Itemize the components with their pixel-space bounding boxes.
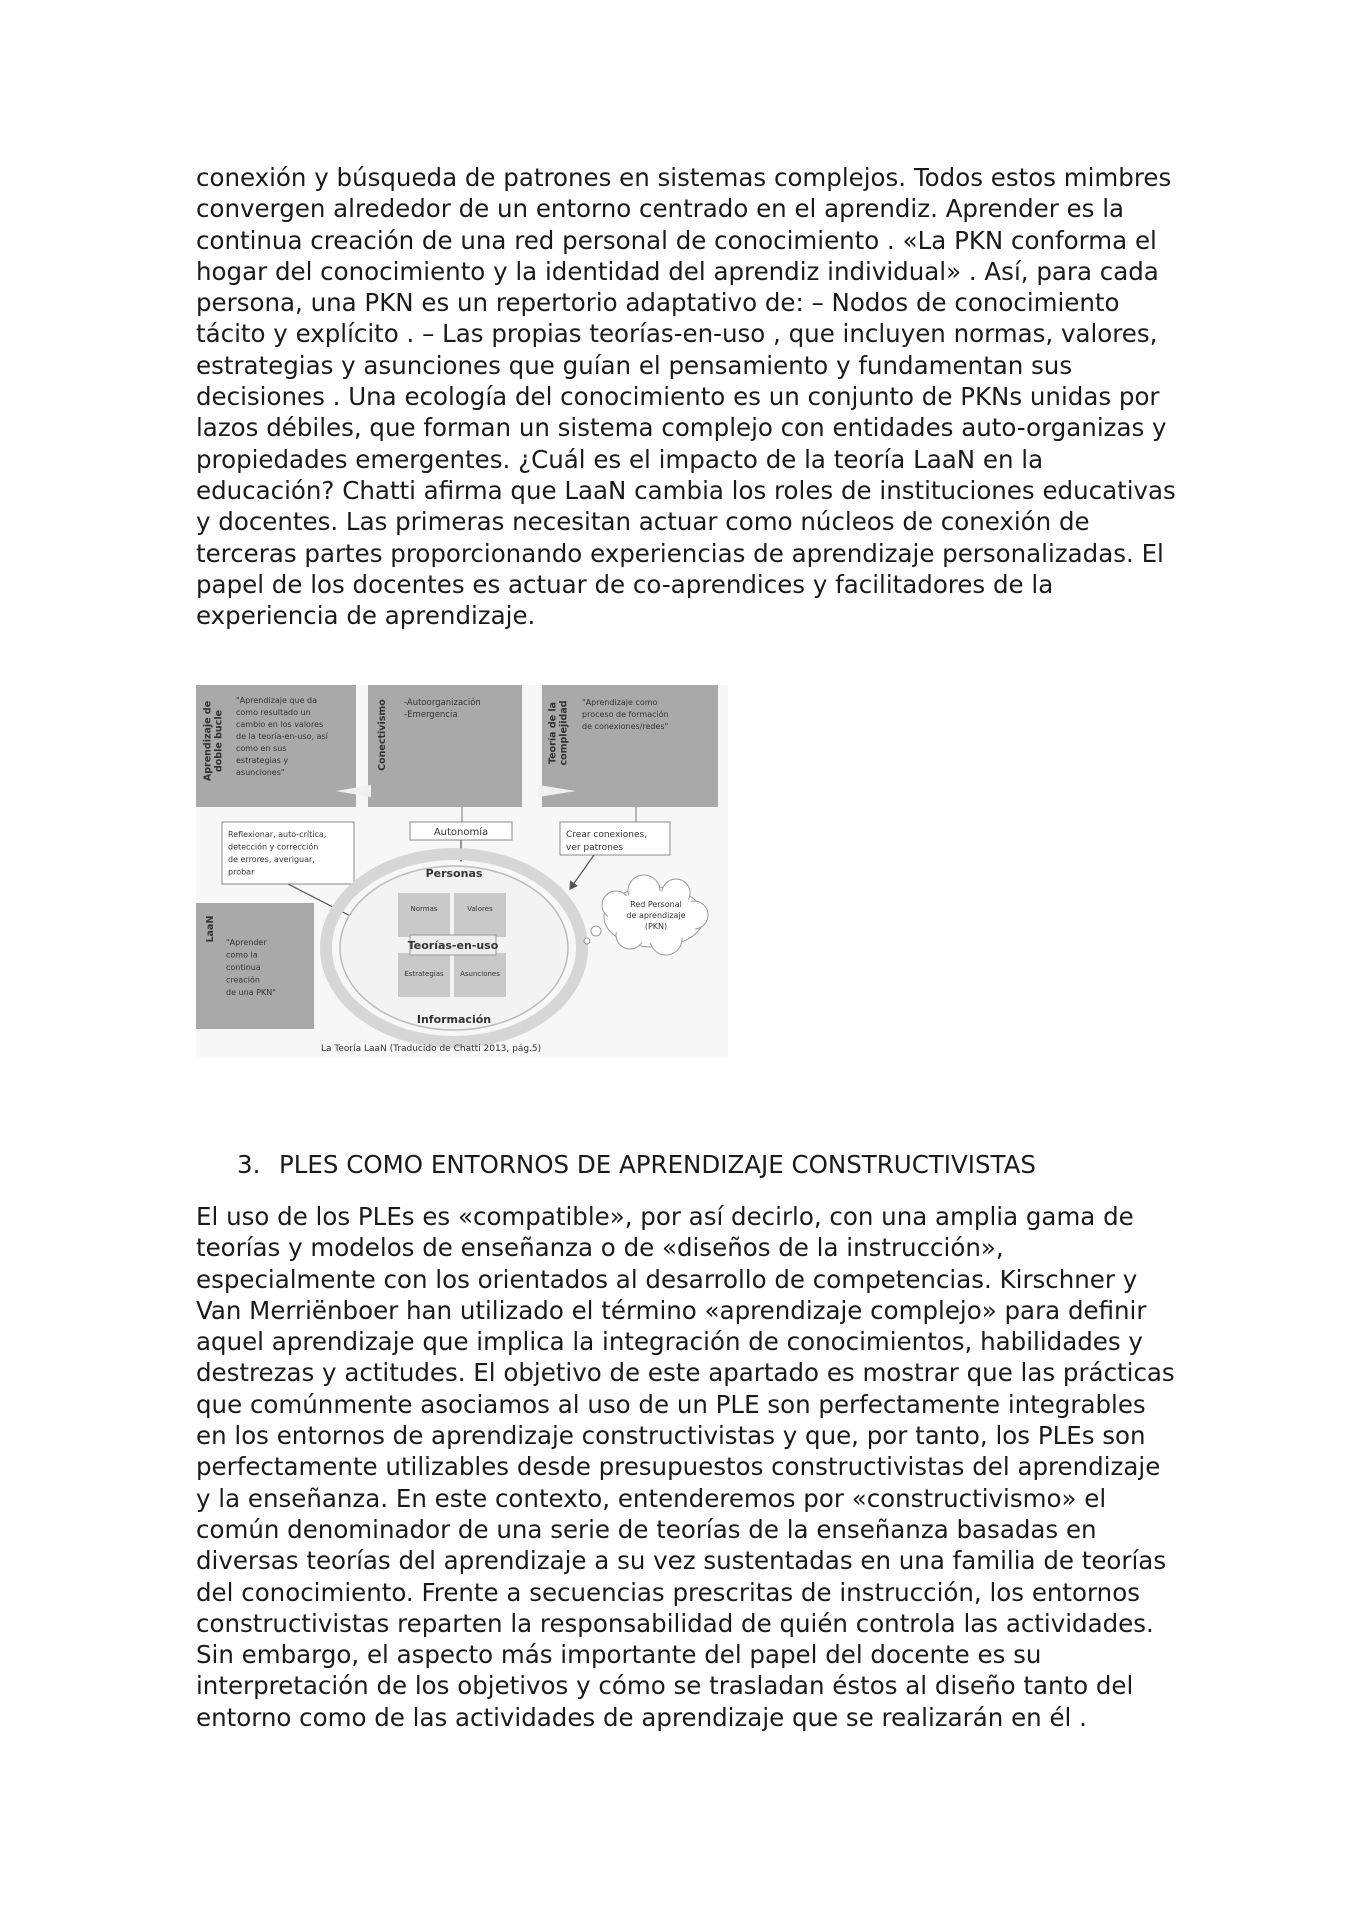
- valores-label: Valores: [467, 905, 493, 913]
- laan-diagram: [196, 685, 728, 1057]
- section-heading: [237, 1149, 1036, 1180]
- estrategias-label: Estrategias: [404, 970, 444, 978]
- t1-line: cambio en los valores: [236, 720, 324, 729]
- tReflex-line: Reflexionar, auto-crítica,: [228, 830, 327, 839]
- t1-line: como resultado un: [236, 708, 311, 717]
- section-number: 3.: [237, 1150, 261, 1179]
- laan-side-label: [205, 916, 216, 943]
- figure-caption: La Teoría LaaN (Traducido de Chatti 2013, pág.5): [321, 1044, 542, 1054]
- tReflex-line: de errores, averiguar,: [228, 855, 315, 864]
- t4-line: de una PKN": [226, 988, 276, 997]
- side2-line: Conectivismo: [377, 699, 389, 771]
- complexity-text: [582, 698, 669, 731]
- normas-label: Normas: [410, 905, 438, 913]
- t2-line: -Emergencia: [404, 710, 458, 720]
- side4-line: LaaN: [205, 915, 217, 943]
- side1-line: Aprendizaje de: [202, 700, 214, 782]
- t1-line: como en sus: [236, 744, 287, 753]
- t1-line: "Aprendizaje que da: [236, 696, 318, 705]
- laan-theory-figure: [196, 685, 728, 1057]
- autonomia-label: Autonomía: [433, 827, 489, 838]
- tRed-line: (PKN): [644, 922, 668, 931]
- t4-line: "Aprender: [226, 938, 267, 947]
- t1-line: asunciones": [236, 768, 285, 777]
- complexity-side-label: [548, 700, 570, 765]
- section-title: PLES COMO ENTORNOS DE APRENDIZAJE CONSTRUCTIVISTAS: [279, 1150, 1036, 1179]
- tRed-line: Red Personal: [630, 900, 682, 909]
- t4-line: continua: [226, 963, 261, 972]
- tCrear-line: ver patrones: [566, 843, 624, 853]
- informacion-label: Información: [416, 1013, 492, 1026]
- t2-line: -Autoorganización: [404, 698, 481, 708]
- personas-label: Personas: [425, 867, 483, 880]
- side3-line: complejidad: [558, 700, 570, 766]
- valores-cell: [454, 893, 506, 937]
- t1-line: estrategias y: [236, 756, 289, 765]
- t3-line: de conexiones/redes": [582, 722, 669, 731]
- tRed-line: de aprendizaje: [626, 911, 686, 920]
- connectivism-side-label: [377, 699, 388, 771]
- t4-line: como la: [226, 950, 258, 960]
- body-paragraph-1: conexión y búsqueda de patrones en sistemas complejos. Todos estos mimbres convergen alrededor de un entorno centrado en el aprendiz. Aprender es la continua creación de una red personal de conocimiento . «La PKN conforma el hogar del conocimiento y la identidad del aprendiz individual» . Así, para cada persona, una PKN es un repertorio adaptativo de: – Nodos de conocimiento tácito y explícito . – Las propias teorías-en-uso , que incluyen normas, valores, estrategias y asunciones que guían el pensamiento y fundamentan sus decisiones . Una ecología del conocimiento es un conjunto de PKNs unidas por lazos débiles, que forman un sistema complejo con entidades auto-organizas y propiedades emergentes. ¿Cuál es el impacto de la teoría LaaN en la educación? Chatti afirma que LaaN cambia los roles de instituciones educativas y docentes. Las primeras necesitan actuar como núcleos de conexión de terceras partes proporcionando experiencias de aprendizaje personalizadas. El papel de los docentes es actuar de co-aprendices y facilitadores de la experiencia de aprendizaje.: [196, 163, 1176, 631]
- t4-line: creación: [226, 975, 260, 985]
- tReflex-line: detección y corrección: [228, 842, 319, 852]
- normas-cell: [398, 893, 450, 937]
- asunciones-label: Asunciones: [460, 970, 500, 978]
- side1-line: doble bucle: [213, 709, 225, 773]
- side3-line: Teoría de la: [547, 701, 559, 765]
- body-paragraph-2: El uso de los PLEs es «compatible», por así decirlo, con una amplia gama de teorías y modelos de enseñanza o de «diseños de la instrucción», especialmente con los orientados al desarrollo de competencias. Kirschner y Van Merriënboer han utilizado el término «aprendizaje complejo» para definir aquel aprendizaje que implica la integración de conocimientos, habilidades y destrezas y actitudes. El objetivo de este apartado es mostrar que las prácticas que comúnmente asociamos al uso de un PLE son perfectamente integrables en los entornos de aprendizaje constructivistas y que, por tanto, los PLEs son perfectamente utilizables desde presupuestos constructivistas del aprendizaje y la enseñanza. En este contexto, entenderemos por «constructivismo» el común denominador de una serie de teorías de la enseñanza basadas en diversas teorías del aprendizaje a su vez sustentadas en una familia de teorías del conocimiento. Frente a secuencias prescritas de instrucción, los entornos constructivistas reparten la responsabilidad de quién controla las actividades. Sin embargo, el aspecto más importante del papel del docente es su interpretación de los objetivos y cómo se trasladan éstos al diseño tanto del entorno como de las actividades de aprendizaje que se realizarán en él .: [196, 1202, 1175, 1732]
- t3-line: "Aprendizaje como: [582, 698, 658, 707]
- t1-line: de la teoría-en-uso, así: [236, 732, 328, 741]
- tCrear-line: Crear conexiones,: [566, 830, 648, 840]
- double-loop-side-label: [203, 701, 225, 781]
- t3-line: proceso de formación: [582, 710, 669, 719]
- tReflex-line: probar: [228, 867, 255, 877]
- teorias-label: Teorías-en-uso: [407, 939, 499, 952]
